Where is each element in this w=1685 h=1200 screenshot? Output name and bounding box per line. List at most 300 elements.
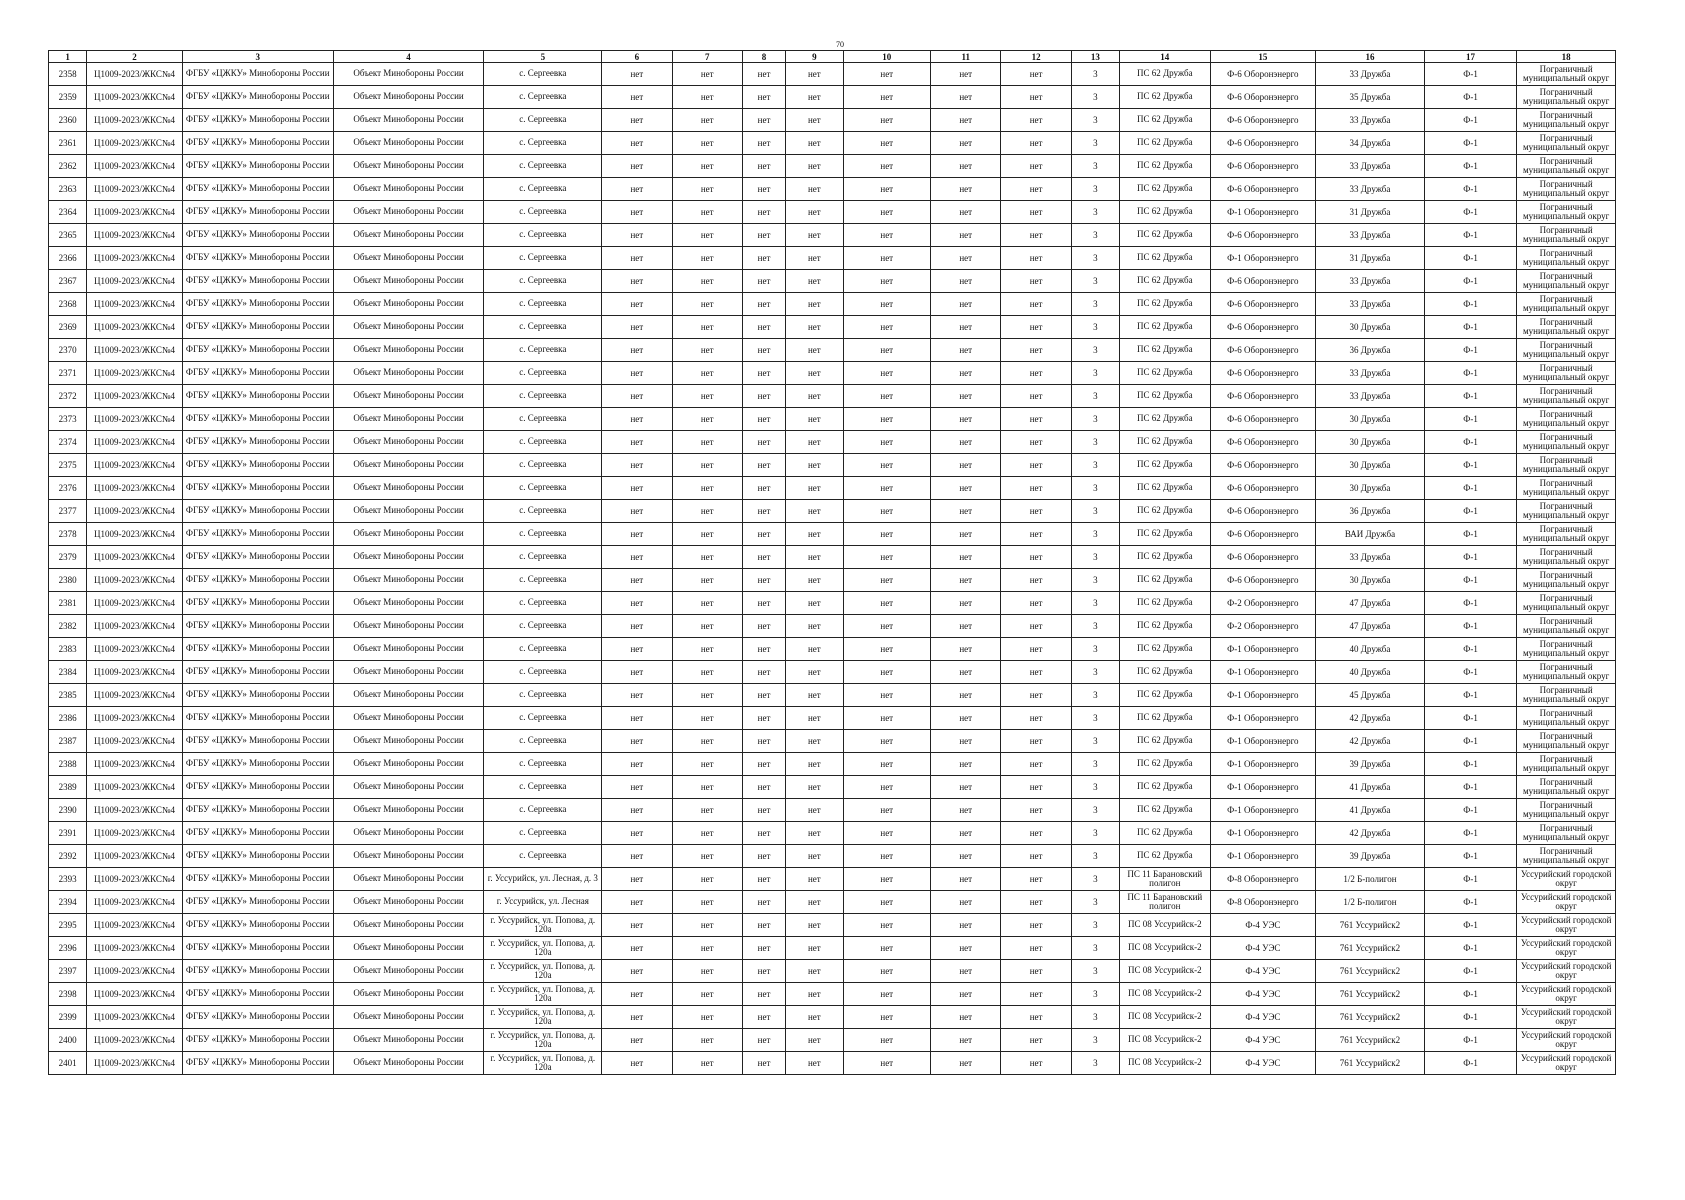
table-row [49,891,1616,914]
cell-col-12: нет [1001,293,1071,316]
cell-reliability-category: 3 [1071,86,1119,109]
cell-transformer-point: 761 Уссурийск2 [1316,1052,1425,1075]
cell-feeder: Ф-1 Оборонэнерго [1210,201,1316,224]
cell-col-11: нет [931,1052,1001,1075]
cell-substation: ПС 62 Дружба [1120,86,1211,109]
cell-organization: ФГБУ «ЦЖКУ» Минобороны России [182,178,333,201]
cell-municipality: Уссурийский городской округ [1517,868,1616,891]
cell-col-7: нет [672,937,742,960]
cell-row-number: 2374 [49,431,87,454]
cell-reliability-category: 3 [1071,132,1119,155]
cell-row-number: 2385 [49,684,87,707]
cell-contract-number: Ц1009-2023/ЖКС№4 [87,339,183,362]
cell-address: с. Сергеевка [484,730,602,753]
cell-substation: ПС 62 Дружба [1120,63,1211,86]
cell-feeder: Ф-2 Оборонэнерго [1210,592,1316,615]
cell-municipality: Уссурийский городской округ [1517,960,1616,983]
cell-col-7: нет [672,178,742,201]
cell-contract-number: Ц1009-2023/ЖКС№4 [87,247,183,270]
table-row [49,546,1616,569]
header-cell-3: 3 [182,51,333,63]
cell-line: Ф-1 [1424,776,1517,799]
cell-row-number: 2364 [49,201,87,224]
cell-line: Ф-1 [1424,615,1517,638]
cell-municipality: Пограничный муниципальный округ [1517,730,1616,753]
cell-organization: ФГБУ «ЦЖКУ» Минобороны России [182,362,333,385]
header-cell-7: 7 [672,51,742,63]
cell-organization: ФГБУ «ЦЖКУ» Минобороны России [182,615,333,638]
cell-organization: ФГБУ «ЦЖКУ» Минобороны России [182,914,333,937]
cell-transformer-point: 761 Уссурийск2 [1316,1006,1425,1029]
cell-col-12: нет [1001,86,1071,109]
cell-reliability-category: 3 [1071,339,1119,362]
cell-municipality: Пограничный муниципальный округ [1517,362,1616,385]
cell-feeder: Ф-6 Оборонэнерго [1210,63,1316,86]
cell-col-7: нет [672,454,742,477]
cell-address: с. Сергеевка [484,86,602,109]
cell-col-6: нет [602,316,672,339]
cell-substation: ПС 62 Дружба [1120,500,1211,523]
cell-col-12: нет [1001,937,1071,960]
cell-transformer-point: 31 Дружба [1316,201,1425,224]
cell-col-7: нет [672,822,742,845]
cell-col-6: нет [602,523,672,546]
cell-line: Ф-1 [1424,914,1517,937]
cell-object-type: Объект Минобороны России [333,730,484,753]
cell-transformer-point: 33 Дружба [1316,178,1425,201]
cell-row-number: 2388 [49,753,87,776]
cell-col-10: нет [843,891,931,914]
cell-row-number: 2363 [49,178,87,201]
cell-col-6: нет [602,224,672,247]
table-row [49,799,1616,822]
cell-object-type: Объект Минобороны России [333,776,484,799]
cell-col-10: нет [843,753,931,776]
cell-col-9: нет [786,730,843,753]
cell-address: г. Уссурийск, ул. Попова, д. 120а [484,983,602,1006]
cell-address: с. Сергеевка [484,845,602,868]
table-row [49,960,1616,983]
cell-address: с. Сергеевка [484,615,602,638]
cell-col-9: нет [786,914,843,937]
cell-object-type: Объект Минобороны России [333,615,484,638]
cell-contract-number: Ц1009-2023/ЖКС№4 [87,224,183,247]
cell-col-11: нет [931,983,1001,1006]
cell-col-12: нет [1001,776,1071,799]
cell-col-10: нет [843,684,931,707]
cell-address: г. Уссурийск, ул. Попова, д. 120а [484,937,602,960]
cell-transformer-point: 41 Дружба [1316,799,1425,822]
cell-transformer-point: 33 Дружба [1316,362,1425,385]
cell-row-number: 2395 [49,914,87,937]
cell-col-12: нет [1001,1052,1071,1075]
cell-object-type: Объект Минобороны России [333,132,484,155]
cell-line: Ф-1 [1424,891,1517,914]
cell-col-6: нет [602,431,672,454]
cell-feeder: Ф-6 Оборонэнерго [1210,293,1316,316]
cell-col-12: нет [1001,960,1071,983]
cell-object-type: Объект Минобороны России [333,661,484,684]
cell-col-6: нет [602,178,672,201]
cell-object-type: Объект Минобороны России [333,592,484,615]
cell-col-8: нет [742,224,785,247]
cell-col-6: нет [602,891,672,914]
cell-line: Ф-1 [1424,247,1517,270]
cell-col-9: нет [786,201,843,224]
cell-col-8: нет [742,431,785,454]
cell-feeder: Ф-6 Оборонэнерго [1210,270,1316,293]
cell-col-6: нет [602,845,672,868]
table-row [49,753,1616,776]
cell-col-7: нет [672,201,742,224]
cell-municipality: Пограничный муниципальный округ [1517,431,1616,454]
cell-organization: ФГБУ «ЦЖКУ» Минобороны России [182,293,333,316]
cell-col-7: нет [672,707,742,730]
cell-organization: ФГБУ «ЦЖКУ» Минобороны России [182,822,333,845]
cell-object-type: Объект Минобороны России [333,638,484,661]
cell-organization: ФГБУ «ЦЖКУ» Минобороны России [182,661,333,684]
cell-substation: ПС 62 Дружба [1120,845,1211,868]
cell-col-8: нет [742,109,785,132]
header-cell-13: 13 [1071,51,1119,63]
cell-col-11: нет [931,937,1001,960]
cell-municipality: Пограничный муниципальный округ [1517,63,1616,86]
cell-col-11: нет [931,569,1001,592]
cell-transformer-point: 33 Дружба [1316,293,1425,316]
cell-col-12: нет [1001,155,1071,178]
table-row [49,914,1616,937]
cell-col-11: нет [931,546,1001,569]
header-cell-5: 5 [484,51,602,63]
cell-feeder: Ф-6 Оборонэнерго [1210,339,1316,362]
cell-col-10: нет [843,822,931,845]
cell-row-number: 2362 [49,155,87,178]
cell-transformer-point: 42 Дружба [1316,730,1425,753]
cell-object-type: Объект Минобороны России [333,454,484,477]
table-row [49,822,1616,845]
table-row [49,201,1616,224]
cell-reliability-category: 3 [1071,109,1119,132]
cell-col-6: нет [602,730,672,753]
cell-contract-number: Ц1009-2023/ЖКС№4 [87,592,183,615]
cell-line: Ф-1 [1424,937,1517,960]
cell-address: с. Сергеевка [484,224,602,247]
cell-substation: ПС 62 Дружба [1120,201,1211,224]
cell-row-number: 2383 [49,638,87,661]
cell-line: Ф-1 [1424,638,1517,661]
table-row [49,63,1616,86]
cell-col-6: нет [602,385,672,408]
cell-col-8: нет [742,684,785,707]
cell-organization: ФГБУ «ЦЖКУ» Минобороны России [182,569,333,592]
cell-col-7: нет [672,776,742,799]
cell-transformer-point: 33 Дружба [1316,546,1425,569]
cell-col-11: нет [931,201,1001,224]
cell-substation: ПС 62 Дружба [1120,339,1211,362]
cell-municipality: Пограничный муниципальный округ [1517,247,1616,270]
cell-col-11: нет [931,178,1001,201]
cell-col-8: нет [742,454,785,477]
table-row [49,408,1616,431]
cell-contract-number: Ц1009-2023/ЖКС№4 [87,500,183,523]
cell-transformer-point: 33 Дружба [1316,385,1425,408]
cell-reliability-category: 3 [1071,983,1119,1006]
cell-municipality: Уссурийский городской округ [1517,937,1616,960]
cell-line: Ф-1 [1424,1029,1517,1052]
cell-feeder: Ф-6 Оборонэнерго [1210,362,1316,385]
cell-transformer-point: 30 Дружба [1316,316,1425,339]
cell-col-7: нет [672,960,742,983]
cell-col-11: нет [931,661,1001,684]
cell-contract-number: Ц1009-2023/ЖКС№4 [87,316,183,339]
cell-line: Ф-1 [1424,270,1517,293]
cell-reliability-category: 3 [1071,730,1119,753]
cell-substation: ПС 62 Дружба [1120,293,1211,316]
cell-contract-number: Ц1009-2023/ЖКС№4 [87,937,183,960]
cell-row-number: 2380 [49,569,87,592]
cell-reliability-category: 3 [1071,592,1119,615]
cell-feeder: Ф-6 Оборонэнерго [1210,155,1316,178]
cell-reliability-category: 3 [1071,270,1119,293]
cell-feeder: Ф-6 Оборонэнерго [1210,316,1316,339]
cell-row-number: 2361 [49,132,87,155]
cell-reliability-category: 3 [1071,178,1119,201]
cell-col-7: нет [672,247,742,270]
cell-col-9: нет [786,362,843,385]
header-cell-10: 10 [843,51,931,63]
cell-municipality: Пограничный муниципальный округ [1517,661,1616,684]
cell-col-8: нет [742,316,785,339]
cell-object-type: Объект Минобороны России [333,477,484,500]
cell-address: с. Сергеевка [484,477,602,500]
cell-reliability-category: 3 [1071,408,1119,431]
cell-municipality: Пограничный муниципальный округ [1517,155,1616,178]
cell-address: г. Уссурийск, ул. Лесная, д. 3 [484,868,602,891]
cell-municipality: Уссурийский городской округ [1517,891,1616,914]
cell-col-10: нет [843,63,931,86]
cell-organization: ФГБУ «ЦЖКУ» Минобороны России [182,1029,333,1052]
cell-municipality: Пограничный муниципальный округ [1517,615,1616,638]
cell-col-8: нет [742,86,785,109]
cell-transformer-point: 33 Дружба [1316,63,1425,86]
cell-organization: ФГБУ «ЦЖКУ» Минобороны России [182,86,333,109]
cell-col-12: нет [1001,546,1071,569]
cell-municipality: Пограничный муниципальный округ [1517,753,1616,776]
cell-municipality: Пограничный муниципальный округ [1517,845,1616,868]
cell-col-8: нет [742,753,785,776]
cell-substation: ПС 62 Дружба [1120,362,1211,385]
cell-feeder: Ф-4 УЭС [1210,1052,1316,1075]
header-cell-2: 2 [87,51,183,63]
cell-reliability-category: 3 [1071,776,1119,799]
cell-line: Ф-1 [1424,1006,1517,1029]
cell-row-number: 2368 [49,293,87,316]
cell-reliability-category: 3 [1071,362,1119,385]
cell-transformer-point: 34 Дружба [1316,132,1425,155]
cell-col-6: нет [602,661,672,684]
cell-feeder: Ф-6 Оборонэнерго [1210,178,1316,201]
cell-col-8: нет [742,983,785,1006]
cell-transformer-point: 35 Дружба [1316,86,1425,109]
cell-col-6: нет [602,983,672,1006]
cell-object-type: Объект Минобороны России [333,845,484,868]
cell-address: с. Сергеевка [484,569,602,592]
cell-col-10: нет [843,868,931,891]
cell-line: Ф-1 [1424,454,1517,477]
cell-col-11: нет [931,592,1001,615]
cell-address: с. Сергеевка [484,362,602,385]
cell-col-10: нет [843,776,931,799]
cell-organization: ФГБУ «ЦЖКУ» Минобороны России [182,592,333,615]
cell-row-number: 2387 [49,730,87,753]
cell-col-9: нет [786,615,843,638]
cell-reliability-category: 3 [1071,638,1119,661]
cell-reliability-category: 3 [1071,1029,1119,1052]
cell-line: Ф-1 [1424,592,1517,615]
cell-address: с. Сергеевка [484,454,602,477]
cell-organization: ФГБУ «ЦЖКУ» Минобороны России [182,960,333,983]
cell-col-9: нет [786,1029,843,1052]
cell-feeder: Ф-1 Оборонэнерго [1210,822,1316,845]
cell-municipality: Уссурийский городской округ [1517,914,1616,937]
table-row [49,316,1616,339]
cell-row-number: 2382 [49,615,87,638]
cell-contract-number: Ц1009-2023/ЖКС№4 [87,638,183,661]
cell-reliability-category: 3 [1071,891,1119,914]
cell-organization: ФГБУ «ЦЖКУ» Минобороны России [182,201,333,224]
cell-feeder: Ф-6 Оборонэнерго [1210,224,1316,247]
cell-col-11: нет [931,891,1001,914]
cell-line: Ф-1 [1424,132,1517,155]
table-row [49,661,1616,684]
cell-address: с. Сергеевка [484,707,602,730]
cell-address: с. Сергеевка [484,178,602,201]
cell-col-10: нет [843,201,931,224]
cell-col-8: нет [742,523,785,546]
cell-transformer-point: 761 Уссурийск2 [1316,1029,1425,1052]
cell-line: Ф-1 [1424,500,1517,523]
table-row [49,86,1616,109]
cell-col-7: нет [672,477,742,500]
cell-col-12: нет [1001,109,1071,132]
cell-col-11: нет [931,408,1001,431]
cell-object-type: Объект Минобороны России [333,431,484,454]
cell-reliability-category: 3 [1071,753,1119,776]
cell-feeder: Ф-1 Оборонэнерго [1210,730,1316,753]
cell-col-10: нет [843,569,931,592]
cell-col-6: нет [602,1006,672,1029]
cell-col-11: нет [931,868,1001,891]
cell-organization: ФГБУ «ЦЖКУ» Минобороны России [182,477,333,500]
cell-feeder: Ф-1 Оборонэнерго [1210,776,1316,799]
cell-col-8: нет [742,155,785,178]
cell-col-11: нет [931,63,1001,86]
cell-col-7: нет [672,546,742,569]
cell-substation: ПС 62 Дружба [1120,477,1211,500]
cell-object-type: Объект Минобороны России [333,408,484,431]
cell-col-12: нет [1001,822,1071,845]
cell-municipality: Пограничный муниципальный округ [1517,293,1616,316]
cell-col-8: нет [742,569,785,592]
table-row [49,569,1616,592]
cell-col-12: нет [1001,523,1071,546]
table-row [49,592,1616,615]
cell-col-11: нет [931,753,1001,776]
cell-substation: ПС 62 Дружба [1120,615,1211,638]
cell-contract-number: Ц1009-2023/ЖКС№4 [87,86,183,109]
cell-contract-number: Ц1009-2023/ЖКС№4 [87,776,183,799]
cell-col-6: нет [602,155,672,178]
cell-transformer-point: 30 Дружба [1316,569,1425,592]
cell-feeder: Ф-1 Оборонэнерго [1210,638,1316,661]
cell-col-6: нет [602,868,672,891]
cell-col-8: нет [742,477,785,500]
cell-row-number: 2384 [49,661,87,684]
cell-contract-number: Ц1009-2023/ЖКС№4 [87,201,183,224]
cell-col-8: нет [742,132,785,155]
cell-organization: ФГБУ «ЦЖКУ» Минобороны России [182,454,333,477]
cell-contract-number: Ц1009-2023/ЖКС№4 [87,891,183,914]
cell-feeder: Ф-1 Оборонэнерго [1210,845,1316,868]
cell-col-7: нет [672,523,742,546]
cell-row-number: 2396 [49,937,87,960]
cell-col-8: нет [742,270,785,293]
cell-substation: ПС 62 Дружба [1120,592,1211,615]
table-row [49,293,1616,316]
cell-col-11: нет [931,799,1001,822]
cell-object-type: Объект Минобороны России [333,1029,484,1052]
cell-address: с. Сергеевка [484,753,602,776]
cell-line: Ф-1 [1424,822,1517,845]
cell-municipality: Пограничный муниципальный округ [1517,799,1616,822]
cell-organization: ФГБУ «ЦЖКУ» Минобороны России [182,937,333,960]
cell-col-12: нет [1001,615,1071,638]
cell-transformer-point: 47 Дружба [1316,592,1425,615]
cell-substation: ПС 62 Дружба [1120,730,1211,753]
cell-object-type: Объект Минобороны России [333,753,484,776]
cell-line: Ф-1 [1424,960,1517,983]
cell-object-type: Объект Минобороны России [333,109,484,132]
cell-col-9: нет [786,247,843,270]
cell-contract-number: Ц1009-2023/ЖКС№4 [87,615,183,638]
cell-col-7: нет [672,730,742,753]
cell-col-11: нет [931,155,1001,178]
cell-municipality: Пограничный муниципальный округ [1517,316,1616,339]
cell-col-6: нет [602,799,672,822]
cell-transformer-point: 39 Дружба [1316,753,1425,776]
cell-col-6: нет [602,960,672,983]
cell-address: с. Сергеевка [484,109,602,132]
cell-reliability-category: 3 [1071,224,1119,247]
cell-transformer-point: 40 Дружба [1316,638,1425,661]
cell-col-11: нет [931,454,1001,477]
cell-reliability-category: 3 [1071,63,1119,86]
cell-col-9: нет [786,891,843,914]
cell-row-number: 2359 [49,86,87,109]
cell-col-9: нет [786,431,843,454]
cell-col-9: нет [786,983,843,1006]
cell-address: с. Сергеевка [484,408,602,431]
cell-col-12: нет [1001,132,1071,155]
cell-row-number: 2381 [49,592,87,615]
cell-col-12: нет [1001,477,1071,500]
header-cell-14: 14 [1120,51,1211,63]
table-row [49,776,1616,799]
cell-col-10: нет [843,523,931,546]
cell-col-8: нет [742,63,785,86]
cell-col-7: нет [672,293,742,316]
header-cell-4: 4 [333,51,484,63]
